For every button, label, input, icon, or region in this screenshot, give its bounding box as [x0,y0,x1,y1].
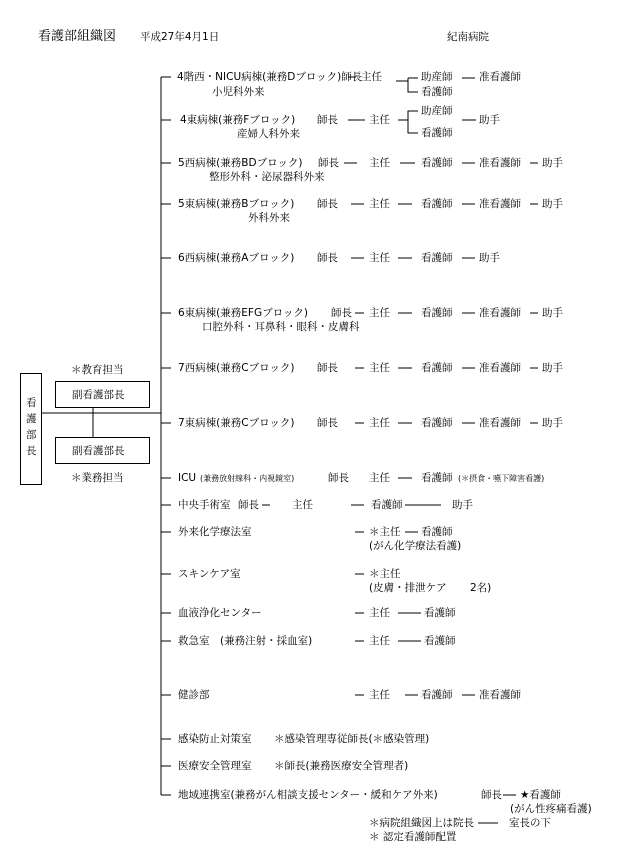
staff-nurse: 看護師 [421,417,453,429]
staff-nurse: 看護師 [421,157,453,169]
icu-staff-note: (＊摂食・嚥下障害看護) [458,474,545,483]
unit-dialysis: 血液浄化センター [178,607,262,619]
staff-assistant: 助手 [542,198,563,210]
staff-assoc-nurse: 准看護師 [479,362,521,374]
deputy-role-operations: ＊業務担当 [71,472,124,484]
staff-assistant: 助手 [542,417,563,429]
staff-nurse: 看護師 [424,607,456,619]
staff-nurse: 看護師 [421,252,453,264]
director-box [20,373,42,485]
deputy-role-education: ＊教育担当 [71,364,124,376]
staff-nurse: 看護師 [421,362,453,374]
unit-medical-safety: 医療安全管理室 [178,760,252,772]
unit-emergency: 救急室 [178,635,210,647]
unit-regional-liaison: 地域連携室(兼務がん相談支援センター・緩和ケア外来) [178,789,438,801]
staff-assistant: 助手 [542,307,563,319]
unit-sub-label: 口腔外科・耳鼻科・眼科・皮膚科 [202,321,360,333]
deputy-director-label-bottom: 副看護部長 [72,445,125,457]
unit-4east: 4東病棟(兼務Fブロック) [180,114,296,126]
director-label-3: 部 [26,429,37,441]
chart-date: 平成27年4月1日 [140,31,220,43]
staff-nurse: 看護師 [424,635,456,647]
director-label-4: 長 [26,445,37,457]
chief-label: 主任 [369,198,390,210]
unit-6west: 6西病棟(兼務Aブロック) [178,252,295,264]
deputy-director-box-bottom [55,437,150,464]
deputy-director-box-top [55,381,150,408]
footnote-2: ＊ 認定看護師配置 [369,831,457,843]
unit-sub-label: 整形外科・泌尿器科外来 [209,171,325,183]
chief-label: 主任 [369,689,390,701]
chief-label: 主任 [369,362,390,374]
chief-label: 主任 [369,472,390,484]
unit-4west-nicu: 4階西・NICU病棟(兼務Dブロック)師長 [177,71,363,83]
staff-nurse: 看護師 [421,307,453,319]
staff-assistant: 助手 [479,114,500,126]
unit-7west: 7西病棟(兼務Cブロック) [178,362,295,374]
staff-nurse: 看護師 [421,86,453,98]
chief-label: ＊主任 [369,568,401,580]
unit-icu: ICU [178,472,197,484]
staff-midwife: 助産師 [421,71,453,83]
staff-assoc-nurse: 准看護師 [479,198,521,210]
head-nurse-label: 師長 [317,362,338,374]
chemo-note: (がん化学療法看護) [369,540,462,552]
staff-assoc-nurse: 准看護師 [479,307,521,319]
infection-detail: ＊感染管理専従師長(＊感染管理) [274,733,430,745]
head-nurse-label: 師長 [238,499,259,511]
skin-note: (皮膚・排泄ケア [369,582,447,594]
safety-detail: ＊師長(兼務医療安全管理者) [274,760,409,772]
unit-central-surgery: 中央手術室 [178,499,231,511]
staff-nurse: 看護師 [421,526,453,538]
staff-assistant: 助手 [479,252,500,264]
unit-sub-label: 外科外来 [248,212,290,224]
staff-assoc-nurse: 准看護師 [479,157,521,169]
chief-label: 主任 [369,307,390,319]
chief-label: ＊主任 [369,526,401,538]
head-nurse-label: 師長 [317,198,338,210]
head-nurse-label: 師長 [328,472,349,484]
chief-label: 主任 [369,417,390,429]
chief-label: 主任 [369,114,390,126]
unit-sub-label: 小児科外来 [212,86,265,98]
head-nurse-label: 師長 [318,157,339,169]
unit-5east: 5東病棟(兼務Bブロック) [178,198,295,210]
footnote-1b: 室長の下 [509,817,551,829]
director-label-1: 看 [26,397,37,409]
staff-assistant: 助手 [542,157,563,169]
unit-6east: 6東病棟(兼務EFGブロック) [178,307,308,319]
staff-assistant: 助手 [542,362,563,374]
unit-7east: 7東病棟(兼務Cブロック) [178,417,295,429]
staff-nurse: 看護師 [421,472,453,484]
head-nurse-label: 師長 [331,307,352,319]
staff-nurse: 看護師 [371,499,403,511]
staff-nurse: 看護師 [421,689,453,701]
staff-certified-nurse: ★看護師 [520,789,561,801]
liaison-note: (がん性疼痛看護) [510,803,592,815]
head-nurse-label: 師長 [481,789,502,801]
chief-label: 主任 [361,71,382,83]
unit-checkup: 健診部 [178,689,210,701]
icu-note: (兼務放射線科・内視鏡室) [200,474,295,483]
unit-sub-label: 産婦人科外来 [237,128,300,140]
staff-assistant: 助手 [452,499,473,511]
chief-label: 主任 [369,607,390,619]
unit-infection-control: 感染防止対策室 [178,733,252,745]
head-nurse-label: 師長 [317,114,338,126]
chief-label: 主任 [369,252,390,264]
chief-label: 主任 [369,157,390,169]
chart-title: 看護部組織図 [38,29,117,44]
director-label-2: 護 [26,413,37,425]
unit-chemotherapy: 外来化学療法室 [178,526,252,538]
er-note: (兼務注射・採血室) [220,635,313,647]
staff-nurse: 看護師 [421,127,453,139]
footnote-1: ＊病院組織図上は院長 [369,817,474,829]
head-nurse-label: 師長 [317,252,338,264]
unit-5west: 5西病棟(兼務BDブロック) [178,157,303,169]
skin-count: 2名) [470,582,492,594]
head-nurse-label: 師長 [317,417,338,429]
staff-midwife: 助産師 [421,105,453,117]
staff-assoc-nurse: 准看護師 [479,689,521,701]
chief-label: 主任 [369,635,390,647]
chief-label: 主任 [292,499,313,511]
unit-skincare: スキンケア室 [178,568,241,580]
staff-nurse: 看護師 [421,198,453,210]
deputy-director-label-top: 副看護部長 [72,389,125,401]
hospital-name: 紀南病院 [447,31,489,43]
staff-assoc-nurse: 准看護師 [479,417,521,429]
staff-assoc-nurse: 准看護師 [479,71,521,83]
